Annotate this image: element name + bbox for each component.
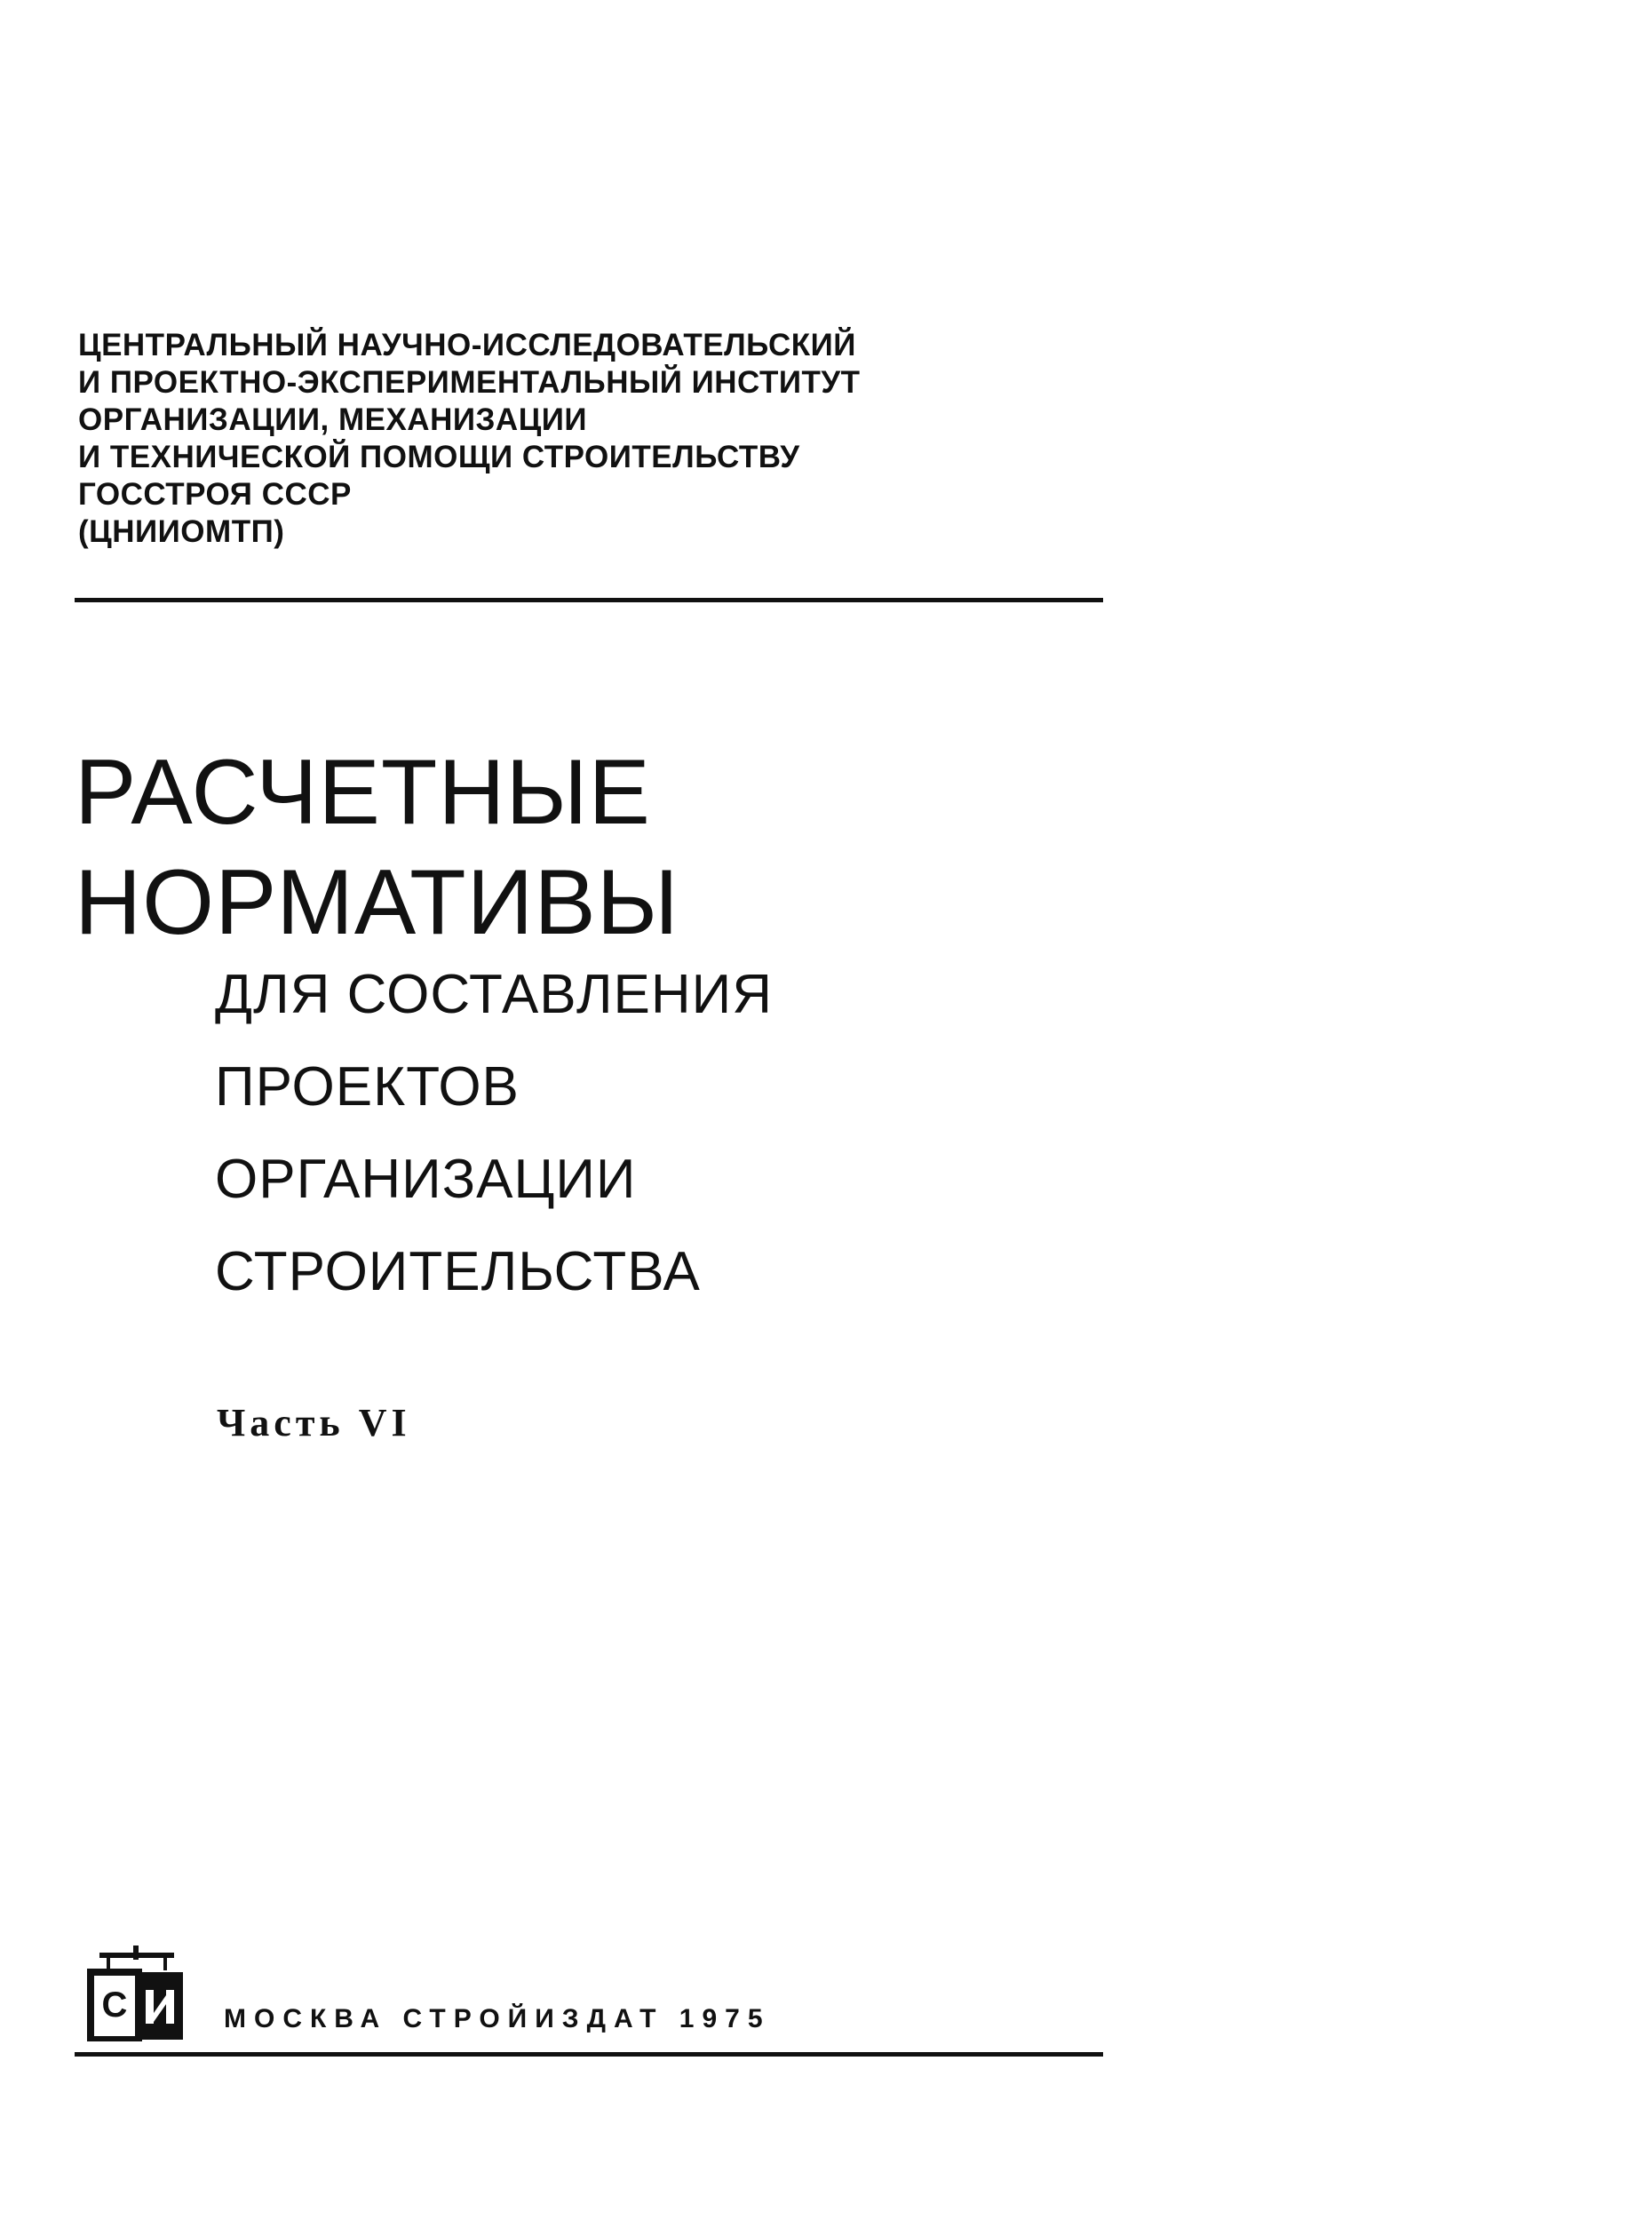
institute-header: [78, 327, 1144, 551]
institute-line: И ТЕХНИЧЕСКОЙ ПОМОЩИ СТРОИТЕЛЬСТВУ: [78, 440, 800, 474]
institute-line: ОРГАНИЗАЦИИ, МЕХАНИЗАЦИИ: [78, 402, 588, 437]
book-title: [75, 737, 679, 958]
book-subtitle: [215, 949, 773, 1318]
book-subtitle-line: СТРОИТЕЛЬСТВА: [215, 1241, 701, 1302]
book-subtitle-line: ОРГАНИЗАЦИИ: [215, 1149, 637, 1210]
part-number: Часть VI: [217, 1401, 411, 1444]
bottom-divider: [75, 2052, 1103, 2057]
book-subtitle-line: ПРОЕКТОВ: [215, 1056, 520, 1118]
top-divider: [75, 598, 1103, 602]
publisher-imprint: МОСКВА СТРОЙИЗДАТ 1975: [224, 2004, 771, 2033]
institute-abbreviation: (ЦНИИОМТП): [78, 514, 285, 549]
book-title-line: НОРМАТИВЫ: [75, 851, 679, 954]
logo-text: С: [101, 1985, 128, 2025]
institute-line: ГОССТРОЯ СССР: [78, 477, 352, 512]
book-title-line: РАСЧЕТНЫЕ: [75, 741, 651, 844]
institute-line: ЦЕНТРАЛЬНЫЙ НАУЧНО-ИССЛЕДОВАТЕЛЬСКИЙ: [78, 328, 856, 362]
institute-line: И ПРОЕКТНО-ЭКСПЕРИМЕНТАЛЬНЫЙ ИНСТИТУТ: [78, 365, 861, 400]
book-subtitle-line: ДЛЯ СОСТАВЛЕНИЯ: [215, 964, 774, 1025]
stroyizdat-logo-icon: [87, 1945, 185, 2041]
